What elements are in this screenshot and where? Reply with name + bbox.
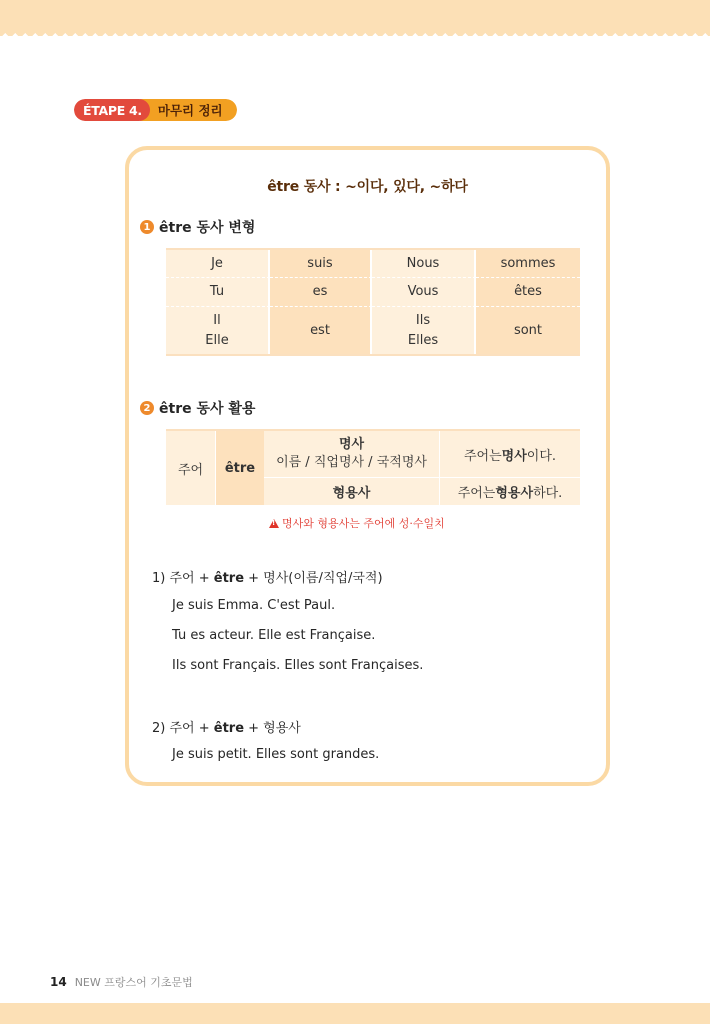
- verb-cell: être: [216, 431, 264, 505]
- rule-bold: être: [213, 721, 245, 736]
- number-1-icon: 1: [140, 220, 154, 234]
- table-cell: Vous: [372, 278, 476, 307]
- table-cell: est: [270, 307, 372, 354]
- top-decorative-band: [0, 0, 710, 30]
- noun-types: 이름 / 직업명사 / 국적명사: [276, 455, 427, 470]
- top-zigzag-edge: [0, 30, 710, 36]
- rule-1: [152, 567, 383, 586]
- noun-label: 명사: [338, 437, 365, 452]
- cell-line: Il: [213, 312, 221, 328]
- table-cell: êtes: [476, 278, 580, 307]
- result-bold: 형용사: [495, 486, 534, 501]
- table-cell: [166, 307, 270, 354]
- cell-line: Elle: [205, 332, 229, 348]
- adjective-cell: 형용사: [264, 478, 440, 505]
- result-text: 이다.: [526, 448, 557, 464]
- result-text: 주어는: [463, 448, 502, 464]
- book-title: NEW 프랑스어 기초문법: [74, 976, 193, 989]
- rule-2: [152, 717, 301, 736]
- example-line: Tu es acteur. Elle est Française.: [172, 628, 376, 643]
- rule-text: 2) 주어 +: [152, 721, 214, 736]
- table-cell: sommes: [476, 250, 580, 278]
- table-cell: Tu: [166, 278, 270, 307]
- card-title: être 동사 : ~이다, 있다, ~하다: [267, 179, 468, 195]
- example-line: Je suis petit. Elles sont grandes.: [172, 747, 380, 762]
- bottom-decorative-band: [0, 1003, 710, 1024]
- table-cell: Nous: [372, 250, 476, 278]
- conjugation-table: [166, 248, 580, 356]
- page-footer: [50, 974, 193, 990]
- rule-text: + 명사(이름/직업/국적): [244, 571, 383, 586]
- agreement-warning: [269, 515, 445, 531]
- example-line: Ils sont Français. Elles sont Françaises.: [172, 658, 424, 673]
- table-cell: Je: [166, 250, 270, 278]
- warning-icon: [269, 519, 279, 528]
- rule-text: + 형용사: [244, 721, 301, 736]
- table-cell: [372, 307, 476, 354]
- adjective-result-cell: [440, 478, 580, 505]
- table-cell: es: [270, 278, 372, 307]
- number-2-icon: 2: [140, 401, 154, 415]
- subject-cell: 주어: [166, 431, 216, 505]
- section2-title: être 동사 활용: [159, 401, 256, 417]
- cell-line: Elles: [407, 332, 439, 348]
- usage-table: [166, 429, 580, 505]
- section2-heading: [140, 398, 255, 418]
- result-text: 주어는: [457, 486, 496, 501]
- etape-title-label: 마무리 정리: [140, 99, 237, 121]
- example-line: Je suis Emma. C'est Paul.: [172, 598, 336, 613]
- noun-cell: [264, 431, 440, 478]
- table-cell: suis: [270, 250, 372, 278]
- result-text: 하다.: [533, 486, 563, 501]
- etape-step-label: ÉTAPE 4.: [74, 99, 150, 121]
- rule-text: 1) 주어 +: [152, 571, 214, 586]
- cell-line: Ils: [415, 312, 431, 328]
- page-number: 14: [50, 975, 67, 989]
- noun-result-cell: [440, 431, 580, 478]
- section1-title: être 동사 변형: [159, 220, 256, 236]
- rule-bold: être: [213, 571, 245, 586]
- table-cell: sont: [476, 307, 580, 354]
- section1-heading: [140, 217, 255, 237]
- summary-card: [125, 146, 610, 786]
- etape-badge: [74, 99, 237, 121]
- result-bold: 명사: [501, 448, 527, 464]
- warning-text: 명사와 형용사는 주어에 성·수일치: [282, 517, 445, 530]
